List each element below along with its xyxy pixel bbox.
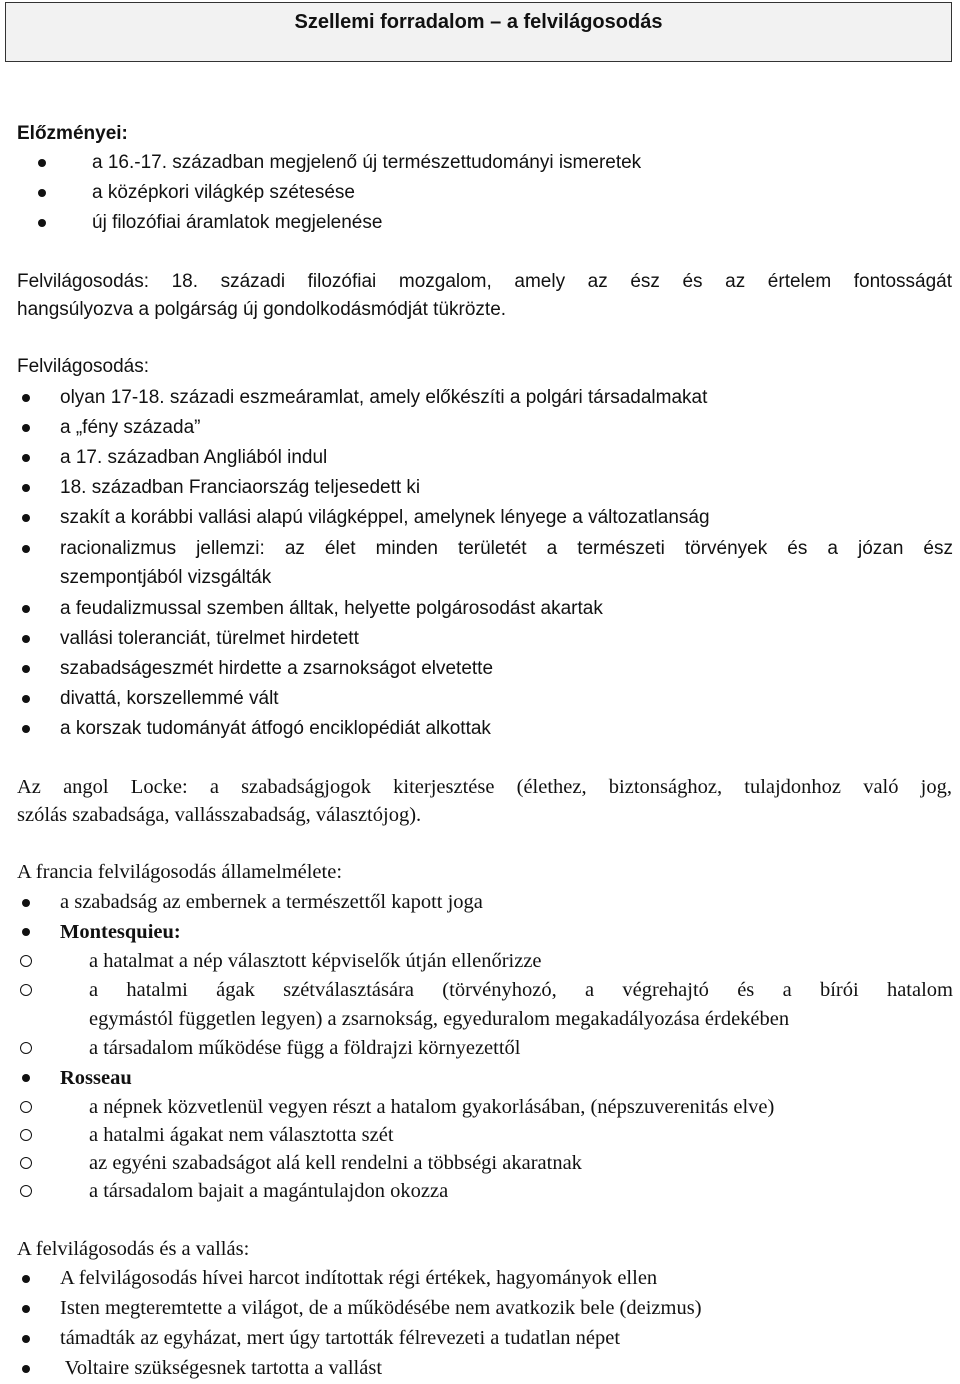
list-item: a középkori világkép szétesése	[92, 182, 355, 203]
list-item: a hatalmat a nép választott képviselők útján ellenőrizze	[89, 950, 542, 972]
list-item: a hatalmi ágakat nem választotta szét	[89, 1124, 394, 1146]
circle-bullet-icon	[20, 1157, 32, 1169]
list-item: a társadalom működése függ a földrajzi környezettől	[89, 1037, 521, 1059]
list-item: a 16.-17. században megjelenő új természettudományi ismeretek	[92, 152, 642, 173]
allamelmelet-heading	[17, 860, 342, 884]
bullet-icon	[22, 1335, 30, 1343]
rousseau-name: Rosseau	[60, 1067, 132, 1089]
definition-line: Felvilágosodás: 18. századi filozófiai mozgalom, amely az ész és az értelem fontosságát	[17, 271, 952, 292]
bullet-icon	[22, 394, 30, 402]
circle-bullet-icon	[20, 955, 32, 967]
bullet-icon	[38, 189, 46, 197]
list-item: szabadságeszmét hirdette a zsarnokságot elvetette	[60, 658, 494, 679]
list-item: divattá, korszellemmé vált	[60, 688, 279, 709]
felvilagosodas-heading-text: Felvilágosodás:	[17, 356, 150, 377]
list-item: olyan 17-18. századi eszmeáramlat, amely előkészíti a polgári társadalmakat	[60, 387, 708, 408]
bullet-icon	[22, 454, 30, 462]
bullet-icon	[22, 928, 30, 936]
list-item: a társadalom bajait a magántulajdon okozza	[89, 1180, 449, 1202]
montesquieu-name: Montesquieu:	[60, 921, 181, 943]
list-item-continued: szempontjából vizsgálták	[60, 567, 272, 588]
page-title: Szellemi forradalom – a felvilágosodás	[294, 11, 663, 33]
locke-line: szólás szabadsága, vallásszabadság, választójog).	[17, 804, 422, 826]
vallas-heading-text: A felvilágosodás és a vallás:	[17, 1238, 250, 1260]
bullet-icon	[22, 605, 30, 613]
bullet-icon	[22, 1275, 30, 1283]
list-item: támadták az egyházat, mert úgy tartották félrevezeti a tudatlan népet	[60, 1327, 621, 1349]
list-item: racionalizmus jellemzi: az élet minden területét a természeti törvények és a józan ész	[60, 538, 953, 559]
bullet-icon	[22, 1365, 30, 1373]
list-item: Isten megteremtette a világot, de a működésébe nem avatkozik bele (deizmus)	[60, 1297, 702, 1319]
bullet-icon	[22, 899, 30, 907]
list-item: a feudalizmussal szemben álltak, helyette polgárosodást akartak	[60, 598, 603, 619]
bullet-icon	[22, 545, 30, 553]
list-item: a „fény százada”	[60, 417, 201, 438]
bullet-icon	[22, 635, 30, 643]
bullet-icon	[22, 424, 30, 432]
list-item: Voltaire szükségesnek tartotta a vallást	[60, 1357, 383, 1379]
list-item: vallási toleranciát, türelmet hirdetett	[60, 628, 359, 649]
bullet-icon	[22, 1074, 30, 1082]
bullet-icon	[22, 695, 30, 703]
elozmenyek-heading	[17, 122, 128, 146]
list-item: a hatalmi ágak szétválasztására (törvényhozó, a végrehajtó és a bírói hatalom	[89, 979, 953, 1001]
bullet-icon	[38, 219, 46, 227]
circle-bullet-icon	[20, 1042, 32, 1054]
felvilagosodas-heading	[17, 355, 149, 379]
bullet-icon	[22, 1305, 30, 1313]
list-item: szakít a korábbi vallási alapú világképpel, amelynek lényege a változatlanság	[60, 507, 710, 528]
bullet-icon	[22, 665, 30, 673]
title-box	[5, 2, 952, 62]
circle-bullet-icon	[20, 1129, 32, 1141]
list-item: a szabadság az embernek a természettől kapott joga	[60, 891, 483, 913]
list-item: az egyéni szabadságot alá kell rendelni a többségi akaratnak	[89, 1152, 582, 1174]
circle-bullet-icon	[20, 1185, 32, 1197]
locke-line: Az angol Locke: a szabadságjogok kiterjesztése (élethez, biztonsághoz, tulajdonhoz való jog,	[17, 776, 952, 798]
bullet-icon	[22, 725, 30, 733]
circle-bullet-icon	[20, 984, 32, 996]
list-item: új filozófiai áramlatok megjelenése	[92, 212, 383, 233]
bullet-icon	[22, 484, 30, 492]
bullet-icon	[38, 159, 46, 167]
list-item-continued: egymástól független legyen) a zsarnokság, egyeduralom megakadályozása érdekében	[89, 1008, 790, 1030]
circle-bullet-icon	[20, 1101, 32, 1113]
list-item: 18. században Franciaország teljesedett ki	[60, 477, 421, 498]
allamelmelet-heading-text: A francia felvilágosodás államelmélete:	[17, 861, 343, 883]
definition-line: hangsúlyozva a polgárság új gondolkodásmódját tükrözte.	[17, 299, 507, 320]
list-item: A felvilágosodás hívei harcot indítottak régi értékek, hagyományok ellen	[60, 1267, 658, 1289]
list-item: a korszak tudományát átfogó enciklopédiát alkottak	[60, 718, 491, 739]
bullet-icon	[22, 514, 30, 522]
list-item: a 17. században Angliából indul	[60, 447, 328, 468]
elozmenyek-heading-text: Előzményei:	[17, 123, 128, 144]
list-item: a népnek közvetlenül vegyen részt a hatalom gyakorlásában, (népszuverenitás elve)	[89, 1096, 775, 1118]
vallas-heading	[17, 1237, 249, 1261]
